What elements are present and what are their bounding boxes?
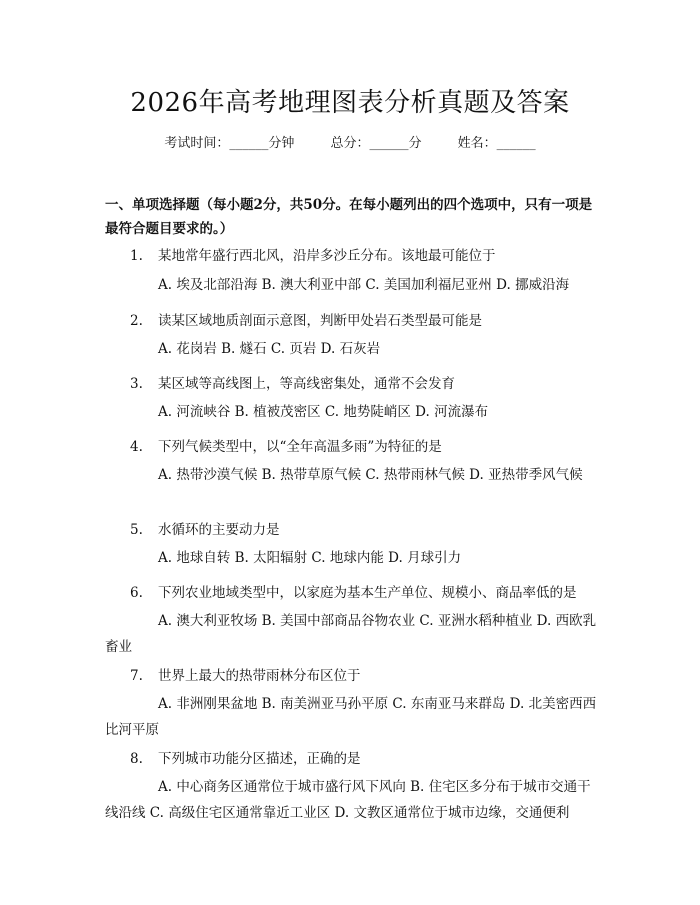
- question-options: A. 地球自转 B. 太阳辐射 C. 地球内能 D. 月球引力: [158, 550, 462, 566]
- question-number: 5.: [130, 522, 143, 538]
- question-stem: [130, 244, 600, 264]
- question-stem: [130, 518, 600, 538]
- question-options: A. 花岗岩 B. 燧石 C. 页岩 D. 石灰岩: [158, 341, 381, 357]
- question-text: 读某区域地质剖面示意图，判断甲处岩石类型最可能是: [158, 313, 482, 329]
- question-number: 3.: [130, 376, 143, 392]
- total-score-field: 总分：______分: [330, 136, 422, 151]
- question-stem: [130, 581, 600, 601]
- exam-meta: [0, 132, 700, 151]
- question-text: 水循环的主要动力是: [158, 522, 280, 538]
- question-text: 某地常年盛行西北风，沿岸多沙丘分布。该地最可能位于: [158, 248, 496, 264]
- question-stem: [130, 747, 600, 767]
- exam-time-field: 考试时间：______分钟: [164, 136, 295, 151]
- question-stem: [130, 309, 600, 329]
- question-text: 下列城市功能分区描述，正确的是: [158, 751, 361, 767]
- question-stem: [130, 372, 600, 392]
- section-heading: 一、单项选择题（每小题2分，共50分。在每小题列出的四个选项中，只有一项是最符合题目要求的。）: [105, 197, 593, 237]
- question-number: 6.: [130, 585, 143, 601]
- question-number: 7.: [130, 668, 143, 684]
- student-name-field: 姓名：______: [457, 136, 536, 151]
- question-text: 下列农业地域类型中，以家庭为基本生产单位、规模小、商品率低的是: [158, 585, 577, 601]
- question-text: 下列气候类型中，以“全年高温多雨”为特征的是: [158, 439, 442, 455]
- question-number: 8.: [130, 751, 143, 767]
- question-options: A. 热带沙漠气候 B. 热带草原气候 C. 热带雨林气候 D. 亚热带季风气候: [158, 467, 583, 483]
- question-options: A. 非洲刚果盆地 B. 南美洲亚马孙平原 C. 东南亚马来群岛 D. 北美密西西比河平原: [105, 696, 597, 738]
- page-title: 2026年高考地理图表分析真题及答案: [130, 88, 570, 118]
- question-number: 4.: [130, 439, 143, 455]
- question-stem: [130, 664, 600, 684]
- question-text: 世界上最大的热带雨林分布区位于: [158, 668, 361, 684]
- question-number: 2.: [130, 313, 143, 329]
- question-options: A. 中心商务区通常位于城市盛行风下风向 B. 住宅区多分布于城市交通干线沿线 C. 高级住宅区通常靠近工业区 D. 文教区通常位于城市边缘，交通便利: [105, 779, 591, 821]
- question-text: 某区域等高线图上，等高线密集处，通常不会发育: [158, 376, 455, 392]
- question-number: 1.: [130, 248, 143, 264]
- question-options: A. 澳大利亚牧场 B. 美国中部商品谷物农业 C. 亚洲水稻种植业 D. 西欧乳畜业: [105, 613, 597, 655]
- question-options: A. 河流峡谷 B. 植被茂密区 C. 地势陡峭区 D. 河流瀑布: [158, 404, 489, 420]
- question-options: A. 埃及北部沿海 B. 澳大利亚中部 C. 美国加利福尼亚州 D. 挪威沿海: [158, 277, 570, 293]
- question-stem: [130, 435, 600, 455]
